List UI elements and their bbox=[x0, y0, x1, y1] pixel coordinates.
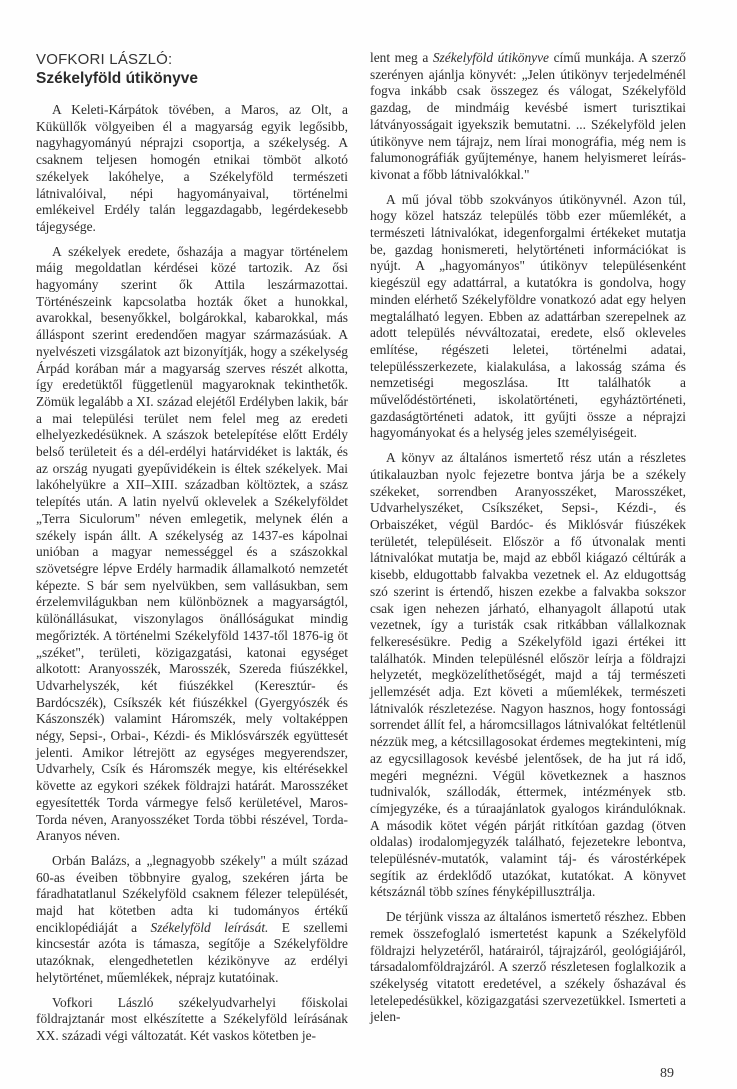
paragraph: De térjünk vissza az általános ismertető részhez. Ebben remek összefoglaló ismertetést kapunk a Székelyföld földrajzi helyzetéről, határairól, tájrajzáról, geológiájáról, társadalomföldrajzáról. A szerző részletesen foglalkozik a székelység vitatott eredetével, a székely őshazával és letelepedésükkel, közigazgatási szervezetükkel. Ismerteti a jelen- bbox=[370, 909, 686, 1025]
paragraph: A mű jóval több szokványos útikönyvnél. Azon túl, hogy közel hatszáz település több ezer műemlékét, a természeti látnivalókat, idegenforgalmi értékeket mutatja be, gazdag honismereti, helytörténeti információkat is nyújt. A „hagyományos" útikönyv településenként kiegészül egy adattárral, a kutatókra is gondolva, hogy minden elérhető Székelyföldre vonatkozó adat egy helyen megtalálható legyen. Ebben az adattárban szerepelnek az adott település névváltozatai, eredete, első okleveles említése, régészeti leletei, történelmi adatai, településszerkezete, kialakulása, a lakosság száma és nemzetiségi megoszlása. Itt találhatók a művelődéstörténeti, iskolatörténeti, egyháztörténeti, gazdaságtörténeti adatok, itt gyűjti össze a néprajzi hagyományokat és a helység jeles személyiségeit. bbox=[370, 191, 686, 441]
paragraph bbox=[36, 853, 348, 987]
left-column bbox=[36, 50, 348, 1053]
paragraph: A könyv az általános ismertető rész után a részletes útikalauzban nyolc fejezetre bontva járja be a székely székeket, sorrendben Aranyosszéket, Marosszéket, Udvarhelyszéket, Csíkszéket, Sepsi-, Kézdi-, és Orbaiszéket, végül Bardóc- és Miklósvár fiúszékek területét, településeit. Először a fő útvonalak menti látnivalókat mutatja be, majd az ebből kiágazó céltúrák a kisebb, eldugottabb falvakba vezetnek el. Az eldugottság szó szerint is értendő, hiszen ezekbe a falvakba sokszor csak igen nehezen járható, elhanyagolt állapotú utak vezetnek, így a turisták csak ritkábban vállalkoznak felkeresésükre. Pedig a Székelyföld igazi értékei itt találhatók. Minden településnél először leírja a földrajzi helyzetét, megközelíthetőségét, majd a táj természeti jellemzését adja. Ezt követi a műemlékek, természeti látnivalók részletezése. Nagyon hasznos, hogy fontossági sorrendet állít fel, a háromcsillagos látnivalókat feltétlenül nézzük meg, a kétcsillagosokat érdemes megtekinteni, míg az egycsillagosok kevésbé jelentősek, de ha jut rá idő, megéri megnézni. Végül következnek a hasznos tudnivalók, szállodák, éttermek, intézmények stb. címjegyzéke, és a túraajánlatok gyalogos kirándulóknak. A második kötet végén párját ritkítóan gazdag (ötven oldalas) irodalomjegyzék található, fejezetekre lebontva, településnév-mutatók, valamint táj- és várostérképek segítik az érdeklődő utazókat, kutatókat. A könyvet kétszáznál több színes fényképillusztrálja. bbox=[370, 450, 686, 900]
article-title: Székelyföld útikönyve bbox=[36, 70, 198, 87]
text-run: Orbán Balázs, a „legnagyobb székely" a múlt század 60-as éveiben többnyire gyalog, szekéren járta be fáradhatatlanul Székelyföld csaknem félezer települését, majd hat kötetben adta ki tudományos értékű enciklopédiáját a bbox=[36, 852, 348, 935]
paragraph: A Keleti-Kárpátok tövében, a Maros, az Olt, a Küküllők völgyeiben él a magyarság egyik legősibb, nagyhagyományú néprajzi csoportja, a székelység. A csaknem teljesen homogén etnikai tömböt alkotó székelyek lakóhelye, a Székelyföld természeti látnivalóival, népi hagyományaival, történelmi emlékeivel Erdély talán leggazdagabb, legérdekesebb tájegysége. bbox=[36, 102, 348, 234]
paragraph: A székelyek eredete, őshazája a magyar történelem máig megoldatlan kérdései közé tartozik. Az ősi hagyomány szerint ők Attila leszármazottai. Történészeink kapcsolatba hozták őket a hunokkal, avarokkal, besenyőkkel, bolgárokkal, kabarokkal, más álláspont szerint eredendően magyar származásúak. A nyelvészeti vizsgálatok azt bizonyítják, hogy a székelység Árpád korában már a magyarság szerves részét alkotta, így eredetüktől függetlenül magyaroknak tekinthetők. Zömük legalább a XI. század elejétől Erdélyben lakik, bár a mai települési terület nem felel meg az eredeti elhelyezkedésüknek. A szászok betelepítése előtt Erdély belső területeit és a dél-erdélyi határvidéket is lakták, és az ország nyugati gyepűvidékein is éltek székelyek. Mai lakóhelyükre a XII–XIII. században költöztek, a szász telepítés után. A latin nyelvű oklevelek a Székelyföldet „Terra Siculorum" néven emlegetik, melynek élén a székely ispán állt. A székelység az 1437-es kápolnai unióban a magyar nemességgel és a szászokkal szövetségre lépve Erdély harmadik államalkotó nemzetét képezte. S bár sem nyelvükben, sem vallásukban, sem érzelemvilágukban nem különböznek a magyarságtól, különállásukat, viszonylagos önállóságukat mindig megőrizték. A történelmi Székelyföld 1437-től 1876-ig öt „széket", területi, közigazgatási, katonai egységet alkotott: Aranyosszék, Marosszék, Szereda fiúszékkel, Udvarhelyszék, két fiúszékkel (Keresztúr- és Bardócszék), Csíkszék két fiúszékkel (Gyergyószék és Kászonszék) valamint Háromszék, mely voltaképpen négy, Sepsi-, Orbai-, Kézdi- és Miklósvárszék együttesét jelenti. Amikor létrejött az egységes megyerendszer, Udvarhely, Csík és Háromszék megye, kis eltérésekkel követte az egykori székek földrajzi határát. Marosszéket egyesítették Torda vármegye felső kerületével, Maros-Torda néven, Aranyosszéket Torda többi részével, Torda-Aranyos néven. bbox=[36, 243, 348, 844]
text-run: E szellemi kincsestár azóta is támasza, segítője a Székelyföldre utazóknak, elengedhetetlen kézikönyve az erdélyi helytörténet, műemlékek, néprajz kutatóinak. bbox=[36, 919, 348, 985]
text-run: című munkája. A szerző szerényen ajánlja könyvét: „Jelen útikönyv terjedelménél fogva inkább csak összegez és válogat, Székelyföld gazdag, de mindmáig kevésbé ismert turisztikai látványosságait igyekszik bemutatni. ... Székelyföld jelen útikönyve nem tájrajz, nem lírai monográfia, még nem is falumonográfiák gyűjteménye, hanem helyismeret leírás-kivonat a főbb látnivalókkal." bbox=[370, 50, 686, 182]
book-title-italic: Székelyföld útikönyve bbox=[432, 50, 549, 65]
right-column bbox=[370, 50, 686, 1034]
text-run: lent meg a bbox=[370, 50, 433, 65]
paragraph bbox=[370, 50, 686, 184]
page-number: 89 bbox=[660, 1066, 674, 1081]
paragraph: Vofkori László székelyudvarhelyi főiskolai földrajztanár most elkészítette a Székelyföld leírásának XX. századi végi változatát. Két vaskos kötetben je- bbox=[36, 994, 348, 1043]
book-title-italic: Székelyföld leírását. bbox=[150, 919, 269, 935]
article-author: VOFKORI LÁSZLÓ: bbox=[36, 51, 173, 68]
